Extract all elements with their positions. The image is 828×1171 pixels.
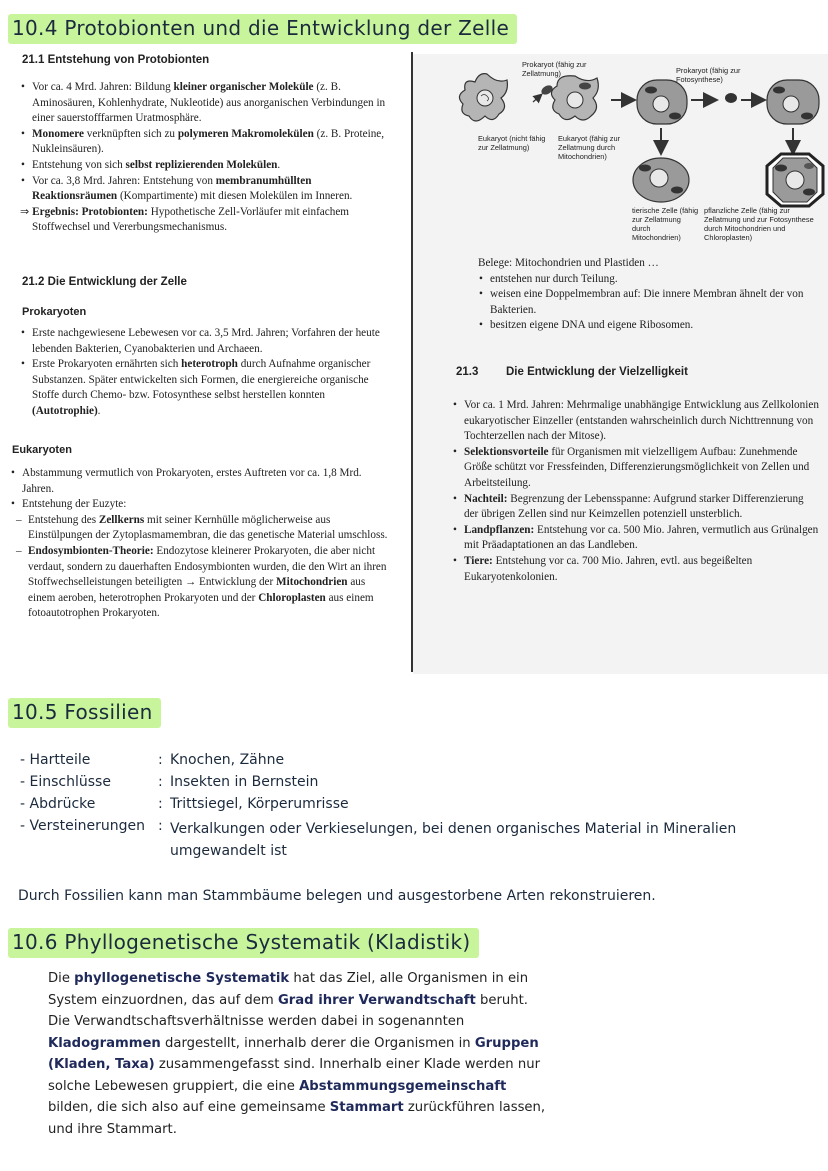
column-divider [411, 52, 413, 672]
fossil-desc: Knochen, Zähne [170, 752, 285, 768]
label-prokaryot-fotosynthese: Prokaryot (fähig zur Fotosynthese) [676, 66, 741, 84]
list-item: • Landpflanzen: Entstehung vor ca. 500 Mio. Jahren, vermutlich aus Grünalgen mit Präadaptationen an das Landleben. [452, 523, 820, 554]
list-item: – Endosymbionten-Theorie: Endozytose kleinerer Prokaryoten, die aber nicht verdaut, sondern zu dauerhaften Endosymbionten wurden, die den Wirt an ihren Stoffwechselleistungen beteiligten → Entwicklung der Mitochondrien aus einem aeroben, heterotrophen Prokaryoten und der Chloroplasten aus einem fotoautotrophen Prokaryoten. [16, 544, 388, 622]
fossil-desc: Insekten in Bernstein [170, 774, 319, 790]
section-title-10-4: 10.4 Protobionten und die Entwicklung der Zelle [8, 16, 517, 40]
list-item: • Erste Prokaryoten ernährten sich heterotroph durch Aufnahme organischer Substanzen. Später entwickelten sich Formen, die energiereiche organische Stoffe durch Chemo- bzw. Fotosynthese selbst herstellen konnten (Autotrophie). [20, 357, 388, 419]
heading-21-3-title: Die Entwicklung der Vielzelligkeit [506, 366, 688, 378]
list-item: • Selektionsvorteile für Organismen mit vielzelligem Aufbau: Zunehmende Größe schützt vor Fressfeinden, Differenzierungsmöglichkeit von Zellen und Arbeitsteilung. [452, 445, 820, 492]
animal-cell-icon [633, 158, 689, 202]
fossil-term: - Abdrücke [20, 796, 96, 812]
fossil-desc: Verkalkungen oder Verkieselungen, bei denen organisches Material in Mineralien umgewandelt ist [170, 821, 737, 859]
label-eukaryot-nicht-faehig: Eukaryot (nicht fähig zur Zellatmung) [478, 134, 546, 152]
list-item: – Entstehung des Zellkerns mit seiner Kernhülle möglicherweise aus Einstülpungen der Zytoplasmamembran, die das genetische Material umschloss. [16, 513, 388, 544]
list-item: • Entstehung der Euzyte: [10, 497, 388, 513]
fossil-term: - Versteinerungen [20, 818, 146, 834]
plant-cell-icon [767, 154, 823, 206]
eukaryote-mito-cell-icon [551, 76, 598, 120]
list-item: • weisen eine Doppelmembran auf: Die innere Membran ähnelt der von Bakterien. [478, 287, 818, 318]
result-line: ⇒ Ergebnis: Protobionten: Hypothetische Zell-Vorläufer mit einfachem Stoffwechsel und Vererbungsmechanismus. [20, 205, 349, 234]
list-item: • Erste nachgewiesene Lebewesen vor ca. 3,5 Mrd. Jahren; Vorfahren der heute lebenden Bakterien, Cyanobakterien und Archaeen. [20, 326, 388, 357]
list-item: • Abstammung vermutlich von Prokaryoten, erstes Auftreten vor ca. 1,8 Mrd. Jahren. [10, 466, 388, 497]
fossil-sep: : [158, 774, 163, 790]
heading-21-1: 21.1 Entstehung von Protobionten [22, 54, 210, 66]
label-tierische-zelle: tierische Zelle (fähig zur Zellatmung durch Mitochondrien) [632, 206, 699, 242]
list-item: • Entstehung von sich selbst replizierenden Molekülen. [20, 158, 388, 174]
eukaryote-chloro-cell-icon [767, 80, 819, 124]
list-item: • entstehen nur durch Teilung. [478, 272, 818, 288]
eukaryoten-list [10, 466, 388, 622]
fossil-term: - Einschlüsse [20, 774, 111, 790]
label-eukaryot-faehig: Eukaryot (fähig zur Zellatmung durch Mitochondrien) [558, 134, 621, 161]
fossil-sep: : [158, 752, 163, 768]
label-pflanzliche-zelle: pflanzliche Zelle (fähig zur Zellatmung und zur Fotosynthese durch Mitochondrien und Chloroplasten) [704, 206, 814, 242]
section-title-10-6: 10.6 Phyllogenetische Systematik (Kladistik) [8, 930, 479, 954]
belege-block [478, 256, 818, 334]
list-item: • Vor ca. 4 Mrd. Jahren: Bildung kleiner organischer Moleküle (z. B. Aminosäuren, Kohlenhydrate, Nukleotide) aus anorganischen Verbindungen in einer sauerstofffarmen Uratmosphäre. [20, 80, 388, 127]
heading-eukaryoten: Eukaryoten [12, 444, 72, 456]
fossil-desc: Trittsiegel, Körperumrisse [170, 796, 349, 812]
fossil-summary: Durch Fossilien kann man Stammbäume belegen und ausgestorbene Arten rekonstruieren. [18, 888, 656, 904]
fossil-term: - Hartteile [20, 752, 91, 768]
heading-21-3-number: 21.3 [456, 366, 479, 378]
protobionten-list [20, 80, 388, 236]
vielzelligkeit-list [452, 398, 820, 585]
section-title-10-5: 10.5 Fossilien [8, 700, 161, 724]
belege-heading: Belege: Mitochondrien und Plastiden … [478, 257, 659, 269]
list-item: • Monomere verknüpften sich zu polymeren Makromolekülen (z. B. Proteine, Nukleinsäuren). [20, 127, 388, 158]
fossil-sep: : [158, 796, 163, 812]
list-item: • Vor ca. 3,8 Mrd. Jahren: Entstehung von membranumhüllten Reaktionsräumen (Kompartimente) mit diesen Molekülen im Inneren. [20, 174, 388, 205]
list-item: • besitzen eigene DNA und eigene Ribosomen. [478, 318, 818, 334]
list-item: • Nachteil: Begrenzung der Lebensspanne: Aufgrund starker Differenzierung der übrigen Zellen sind nur Keimzellen potenziell unsterblich. [452, 492, 820, 523]
prokaryoten-list [20, 326, 388, 420]
kladistik-paragraph: Die phyllogenetische Systematik hat das Ziel, alle Organismen in ein System einzuordnen, das auf dem Grad ihrer Verwandtschaft beruht. Die Verwandtschaftsverhältnisse werden dabei in sogenannten Kladogrammen dargestellt, innerhalb derer die Organismen in Gruppen (Kladen, Taxa) zusammengefasst sind. Innerhalb einer Klade werden nur solche Lebewesen gruppiert, die eine Abstammungsgemeinschaft bilden, die sich also auf eine gemeinsame Stammart zurückführen lassen, und ihre Stammart. [48, 971, 546, 1137]
eukaryote-cell-icon [459, 74, 507, 121]
list-item: • Tiere: Entstehung vor ca. 700 Mio. Jahren, evtl. aus begeißelten Eukaryotenkolonien. [452, 554, 820, 585]
label-prokaryot-zellatmung: Prokaryot (fähig zur Zellatmung) [522, 60, 587, 78]
fossil-sep: : [158, 818, 163, 834]
list-item: • Vor ca. 1 Mrd. Jahren: Mehrmalige unabhängige Entwicklung aus Zellkolonien eukaryotischer Einzeller (entstanden wahrscheinlich durch Nichttrennung von Tochterzellen nach der Mitose). [452, 398, 820, 445]
eukaryote-rounded-cell-icon [637, 80, 687, 124]
heading-21-2: 21.2 Die Entwicklung der Zelle [22, 276, 187, 288]
heading-prokaryoten: Prokaryoten [22, 306, 87, 318]
prokaryote-photosynthetic-icon [725, 93, 737, 103]
